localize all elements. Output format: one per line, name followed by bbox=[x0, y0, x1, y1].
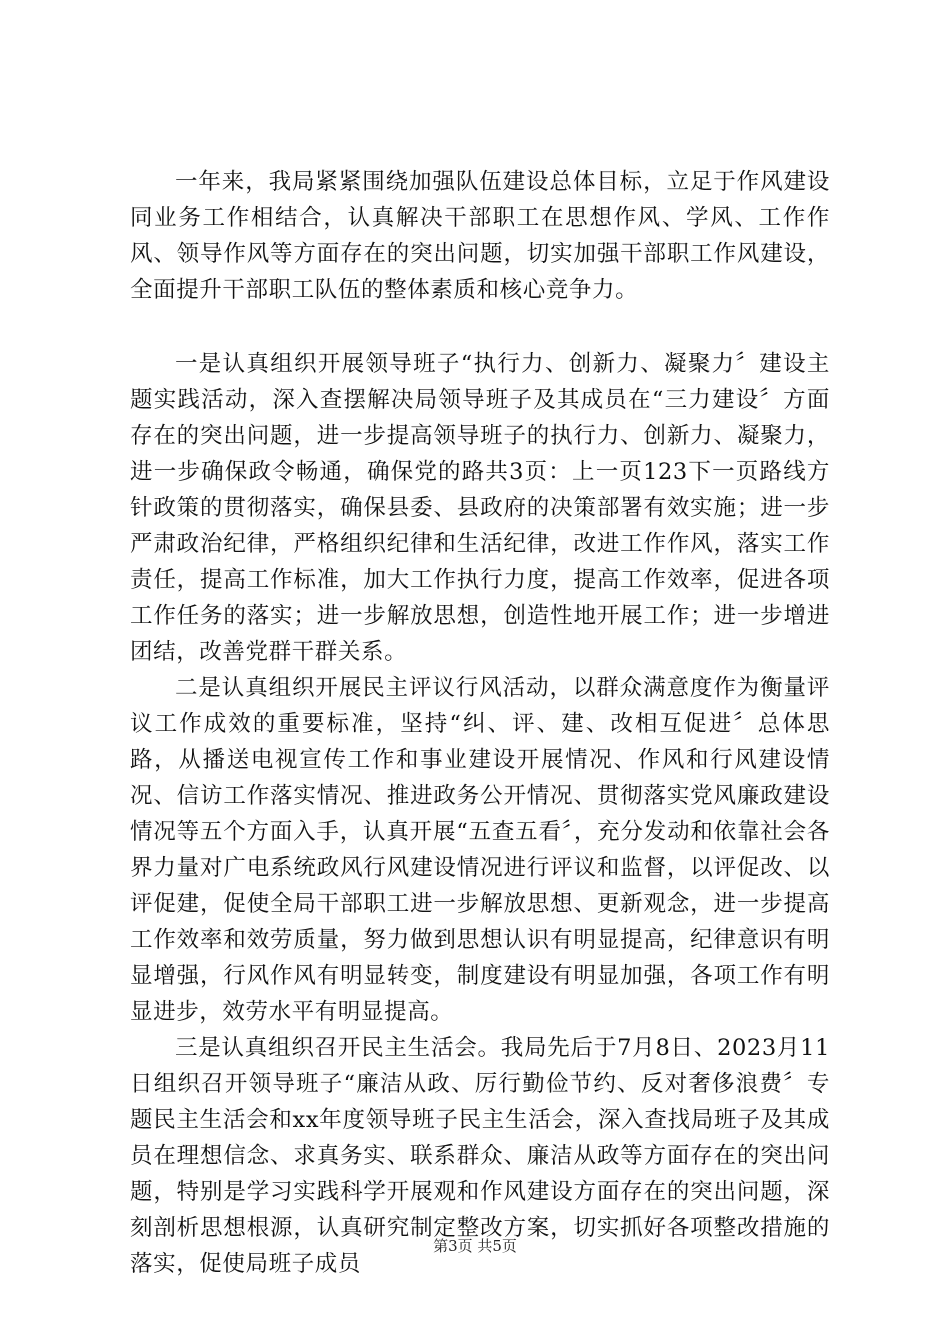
document-body bbox=[130, 164, 830, 1282]
paragraph-item-1: 一是认真组织开展领导班子“执行力、创新力、凝聚力〞建设主题实践活动，深入查摆解决局领导班子及其成员在“三力建设〞方面存在的突出问题，进一步提高领导班子的执行力、创新力、凝聚力，进一步确保政令畅通，确保党的路共3页：上一页123下一页路线方针政策的贯彻落实，确保县委、县政府的决策部署有效实施；进一步严肃政治纪律，严格组织纪律和生活纪律，改进工作作风，落实工作责任，提高工作标准，加大工作执行力度，提高工作效率，促进各项工作任务的落实；进一步解放思想，创造性地开展工作；进一步增进团结，改善党群干群关系。 bbox=[130, 351, 830, 665]
paragraph-spacer bbox=[130, 308, 830, 346]
page-number-footer: 第3页 共5页 bbox=[433, 1237, 517, 1255]
paragraph-item-2: 二是认真组织开展民主评议行风活动，以群众满意度作为衡量评议工作成效的重要标准，坚持“纠、评、建、改相互促进〞总体思路，从播送电视宣传工作和事业建设开展情况、作风和行风建设情况、信访工作落实情况、推进政务公开情况、贯彻落实党风廉政建设情况等五个方面入手，认真开展“五查五看〞，充分发动和依靠社会各界力量对广电系统政风行风建设情况进行评议和监督，以评促改、以评促建，促使全局干部职工进一步解放思想、更新观念，进一步提高工作效率和效劳质量，努力做到思想认识有明显提高，纪律意识有明显增强，行风作风有明显转变，制度建设有明显加强，各项工作有明显进步，效劳水平有明显提高。 bbox=[130, 675, 830, 1025]
paragraph-intro: 一年来，我局紧紧围绕加强队伍建设总体目标，立足于作风建设同业务工作相结合，认真解决干部职工在思想作风、学风、工作作风、领导作风等方面存在的突出问题，切实加强干部职工作风建设，全面提升干部职工队伍的整体素质和核心竞争力。 bbox=[130, 169, 830, 303]
paragraph-item-3: 三是认真组织召开民主生活会。我局先后于7月8日、2023月11日组织召开领导班子“廉洁从政、厉行勤俭节约、反对奢侈浪费〞专题民主生活会和xx年度领导班子民主生活会，深入查找局班子及其成员在理想信念、求真务实、联系群众、廉洁从政等方面存在的突出问题，特别是学习实践科学开展观和作风建设方面存在的突出问题，深刻剖析思想根源，认真研究制定整改方案，切实抓好各项整改措施的落实，促使局班子成员 bbox=[130, 1035, 830, 1277]
